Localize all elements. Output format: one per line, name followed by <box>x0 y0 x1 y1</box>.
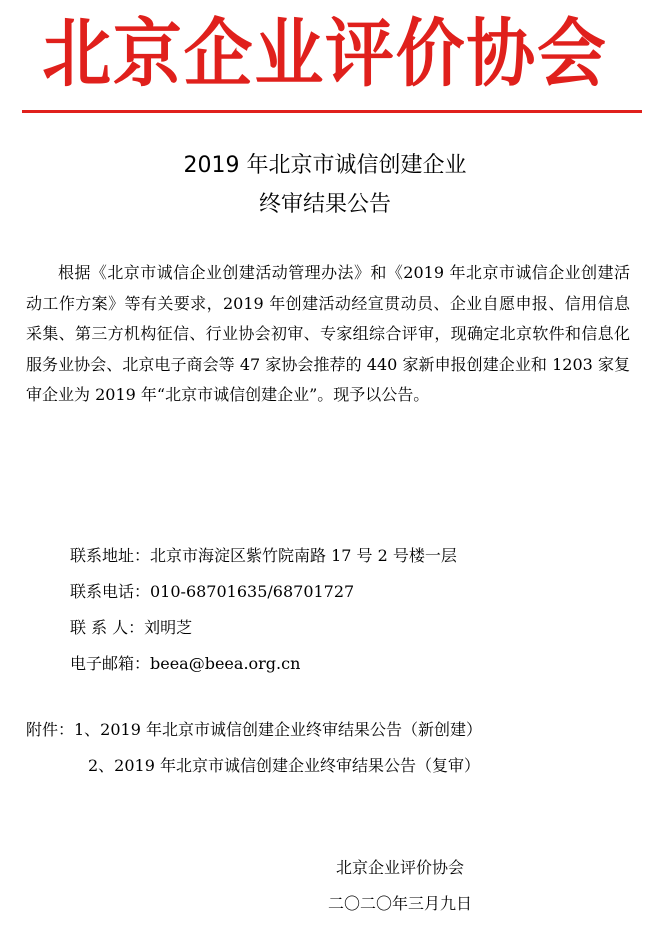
masthead-title: 北京企业评价协会 <box>42 11 608 97</box>
contact-person: 联 系 人：刘明芝 <box>70 618 193 637</box>
notice-body-paragraph: 根据《北京市诚信企业创建活动管理办法》和《2019 年北京市诚信企业创建活动工作方案》等有关要求，2019 年创建活动经宣贯动员、企业自愿申报、信用信息采集、第三方机构征信、行业协会初审、专家组综合评审，现确定北京软件和信息化服务业协会、北京电子商会等 47 家协会推荐的 440 家新申报创建企业和 1203 家复审企业为 2019 年“北京市诚信创建企业”。现予以公告。 <box>26 263 630 405</box>
attachments-block <box>26 712 482 784</box>
signature-org: 北京企业评价协会 <box>336 858 465 877</box>
notice-title-line-1: 2019 年北京市诚信创建企业 <box>183 153 467 178</box>
contact-block <box>70 538 457 682</box>
notice-title-line-2: 终审结果公告 <box>258 192 391 217</box>
attachment-item-2: 2、2019 年北京市诚信创建企业终审结果公告（复审） <box>88 756 480 775</box>
signature-date: 二〇二〇年三月九日 <box>328 894 473 913</box>
contact-phone: 联系电话：010-68701635/68701727 <box>70 582 355 601</box>
attachment-item-1: 附件：1、2019 年北京市诚信创建企业终审结果公告（新创建） <box>26 720 482 739</box>
contact-email: 电子邮箱：beea@beea.org.cn <box>70 654 301 673</box>
contact-address: 联系地址：北京市海淀区紫竹院南路 17 号 2 号楼一层 <box>70 546 457 565</box>
masthead-divider <box>22 110 642 113</box>
signature-block <box>328 850 472 922</box>
